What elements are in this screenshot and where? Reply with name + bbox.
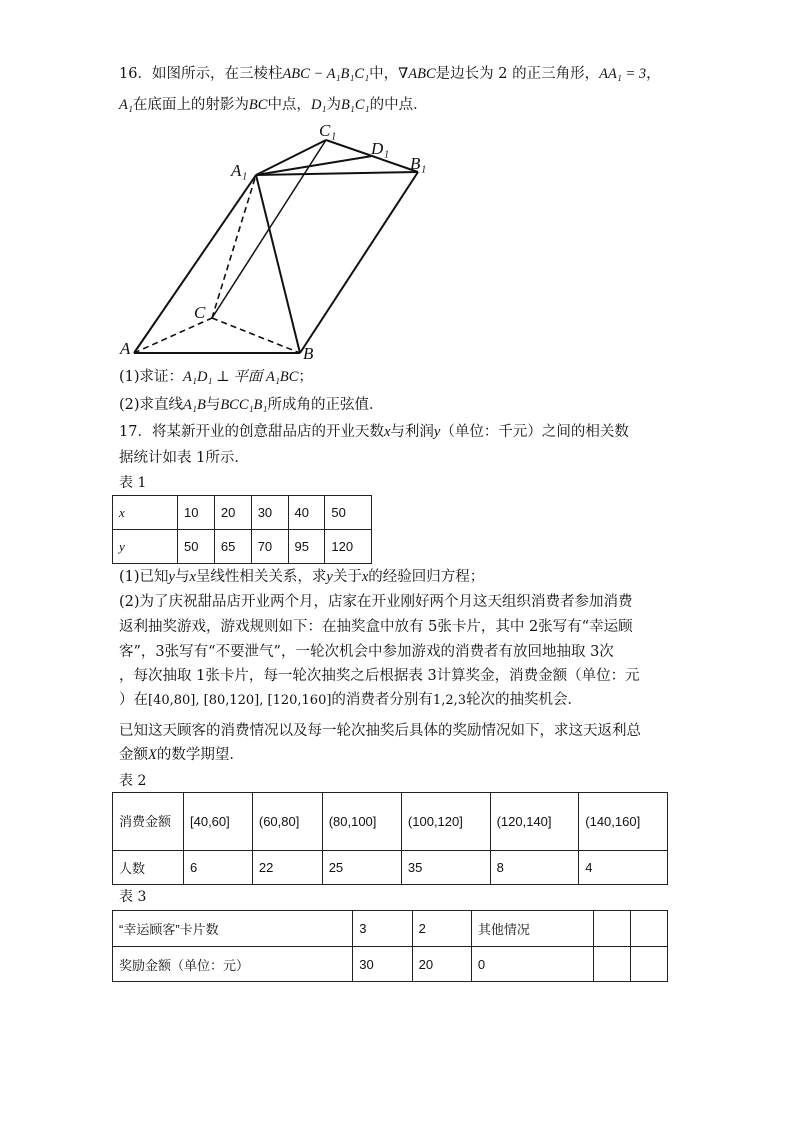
q16-part2-plane: BCC₁B₁: [220, 397, 268, 413]
q16-part2-end: 所成角的正弦值．: [267, 397, 384, 413]
table2-cell: 25: [322, 851, 401, 885]
table1-cell: y: [113, 530, 178, 564]
table1: [112, 495, 372, 564]
q16-triangle: ∇ABC: [398, 66, 436, 82]
q17-l2: 据统计如表 1所示．: [119, 450, 249, 466]
table3-cell: 3: [353, 911, 412, 947]
q17-part2-l7: [119, 745, 244, 765]
table1-cell: 20: [214, 496, 251, 530]
q16-prism: ABC − A₁B₁C₁: [282, 66, 370, 82]
q17-l5-intervals: [40,80], [80,120], [120,160]: [148, 693, 332, 708]
label-c1: C₁: [319, 121, 337, 140]
table2-header-row: [113, 793, 668, 851]
table3-cell: “幸运顾客”卡片数: [113, 911, 353, 947]
table2-cell: (60,80]: [252, 793, 322, 851]
q17-p1-y2: y: [326, 569, 333, 585]
q17-p1d: 关于: [332, 569, 362, 585]
q16-l2a: 在底面上的射影为: [132, 97, 249, 113]
edge-a1-b1: [256, 172, 418, 175]
q16-part2-mid: 与: [205, 397, 221, 413]
table1-cell: 70: [251, 530, 288, 564]
q16-mid2: 是边长为 2 的正三角形，: [435, 66, 600, 82]
q17-part2-l5: [119, 690, 582, 711]
q16-d1: D₁: [310, 97, 327, 113]
table3-cell: [630, 911, 667, 947]
q16-comma: ，: [646, 66, 661, 82]
q17-l1c: （单位：千元）之间的相关数: [440, 424, 629, 440]
table1-cell: 95: [288, 530, 325, 564]
q17-line2: [119, 448, 249, 468]
q16-part2-a1b: A₁B: [183, 397, 206, 413]
edge-c-b: [212, 318, 300, 353]
q16-mid1: 中，: [369, 66, 399, 82]
table3-cell: 20: [412, 947, 471, 982]
table2-cell: 22: [252, 851, 322, 885]
prism-solid-edges: [134, 140, 418, 353]
table1-label: 表 1: [119, 475, 147, 491]
table3-row-cards: [113, 911, 668, 947]
table3-cell: 30: [353, 947, 412, 982]
table2-cell: 4: [579, 851, 668, 885]
q16-intro: 16．如图所示，在三棱柱: [119, 66, 283, 82]
table2-cell: (80,100]: [322, 793, 401, 851]
q17-line1: [119, 422, 629, 442]
q16-l2d: 的中点．: [369, 97, 428, 113]
q17-part2-l2: 返利抽奖游戏，游戏规则如下：在抽奖盒中放有 5张卡片，其中 2张写有“幸运顾: [119, 619, 633, 635]
q16-part2: [119, 395, 383, 415]
q16-bc: BC: [248, 97, 268, 113]
q16-part1-end: ；: [298, 369, 313, 385]
table1-cell: x: [113, 496, 178, 530]
label-b: B: [303, 344, 314, 363]
edge-c-c1: [212, 140, 326, 318]
table1-row-y: [113, 530, 372, 564]
edge-a-a1: [134, 175, 256, 353]
edge-c-a1: [212, 175, 256, 318]
q17-l5-nums: 1,2,3: [432, 693, 466, 708]
table2-cell: 消费金额: [113, 793, 184, 851]
prism-hidden-edges: [134, 175, 300, 353]
q17-part2-l6: 已知这天顾客的消费情况以及每一轮次抽奖后具体的奖励情况如下，求这天返利总: [119, 723, 641, 739]
q16-part1-pre: (1)求证：: [119, 369, 184, 385]
q17-l1b: 与利润: [390, 424, 434, 440]
table2-cell: [40,60]: [184, 793, 253, 851]
table1-cell: 65: [214, 530, 251, 564]
table2-cell: (140,160]: [579, 793, 668, 851]
q17-x: x: [383, 424, 391, 440]
label-d1: D₁: [371, 139, 390, 158]
q16-part1-expr: A₁D₁ ⊥ 平面 A₁BC: [183, 369, 299, 385]
table3-cell: 其他情况: [471, 911, 593, 947]
table1-cell: 120: [325, 530, 372, 564]
q17-part2-l1: (2)为了庆祝甜品店开业两个月，店家在开业刚好两个月这天组织消费者参加消费: [119, 594, 633, 610]
table1-cell: 40: [288, 496, 325, 530]
table3-cell: [593, 911, 630, 947]
label-b1: B₁: [410, 154, 427, 173]
table1-cell: 30: [251, 496, 288, 530]
table2-cell: 35: [401, 851, 490, 885]
table2: [112, 792, 668, 885]
q17-p1e: 的经验回归方程；: [368, 569, 485, 585]
q17-part2-l4: ，每次抽取 1张卡片，每一轮次抽奖之后根据表 3计算奖金，消费金额（单位：元: [119, 668, 640, 684]
q17-l1: 17．将某新开业的创意甜品店的开业天数: [119, 424, 384, 440]
q17-p1b: 与: [174, 569, 190, 585]
label-a: A: [120, 339, 131, 358]
q17-p1-y1: y: [168, 569, 175, 585]
q17-p1-x1: x: [189, 569, 196, 585]
q17-l7a: 金额: [119, 747, 148, 763]
q17-l7b: 的数学期望．: [156, 747, 244, 763]
q17-l7-X: X: [148, 747, 157, 763]
table3: [112, 910, 668, 982]
q16-part1: [119, 367, 313, 387]
table2-cell: (100,120]: [401, 793, 490, 851]
table2-cell: 6: [184, 851, 253, 885]
table3-row-reward: [113, 947, 668, 982]
q16-part2-pre: (2)求直线: [119, 397, 184, 413]
q16-a1: A₁: [119, 97, 133, 113]
q17-part2-l3: 客”，3张写有“不要泄气”，一轮次机会中参加游戏的消费者有放回地抽取 3次: [119, 644, 614, 660]
table3-cell: [630, 947, 667, 982]
edge-b-b1: [300, 172, 418, 353]
table1-cell: 10: [178, 496, 215, 530]
table2-count-row: [113, 851, 668, 885]
table3-cell: [593, 947, 630, 982]
table3-cell: 0: [471, 947, 593, 982]
table3-label: 表 3: [119, 889, 147, 905]
table1-row-x: [113, 496, 372, 530]
table1-cell: 50: [178, 530, 215, 564]
q17-l5a: ）在: [119, 692, 148, 708]
label-a1: A₁: [231, 161, 248, 180]
table3-cell: 奖励金额（单位：元）: [113, 947, 353, 982]
table1-cell: 50: [325, 496, 372, 530]
edge-a1-b: [256, 175, 300, 353]
q16-b1c1: B₁C₁: [340, 97, 370, 113]
q16-l2c: 为: [326, 97, 341, 113]
q17-part1: [119, 567, 484, 587]
label-c: C: [194, 303, 206, 322]
table2-cell: 人数: [113, 851, 184, 885]
q17-y: y: [433, 424, 441, 440]
q17-p1c: 呈线性相关关系，求: [195, 569, 327, 585]
table2-cell: (120,140]: [490, 793, 579, 851]
q17-p1a: (1)已知: [119, 569, 169, 585]
q17-l5b: 的消费者分别有: [331, 692, 433, 708]
q16-aa1: AA₁ = 3: [599, 66, 647, 82]
q17-l5c: 轮次的抽奖机会．: [466, 692, 582, 708]
q17-p1-x2: x: [361, 569, 369, 585]
table2-cell: 8: [490, 851, 579, 885]
table3-cell: 2: [412, 911, 471, 947]
table2-label: 表 2: [119, 773, 147, 789]
q16-l2b: 中点，: [267, 97, 311, 113]
